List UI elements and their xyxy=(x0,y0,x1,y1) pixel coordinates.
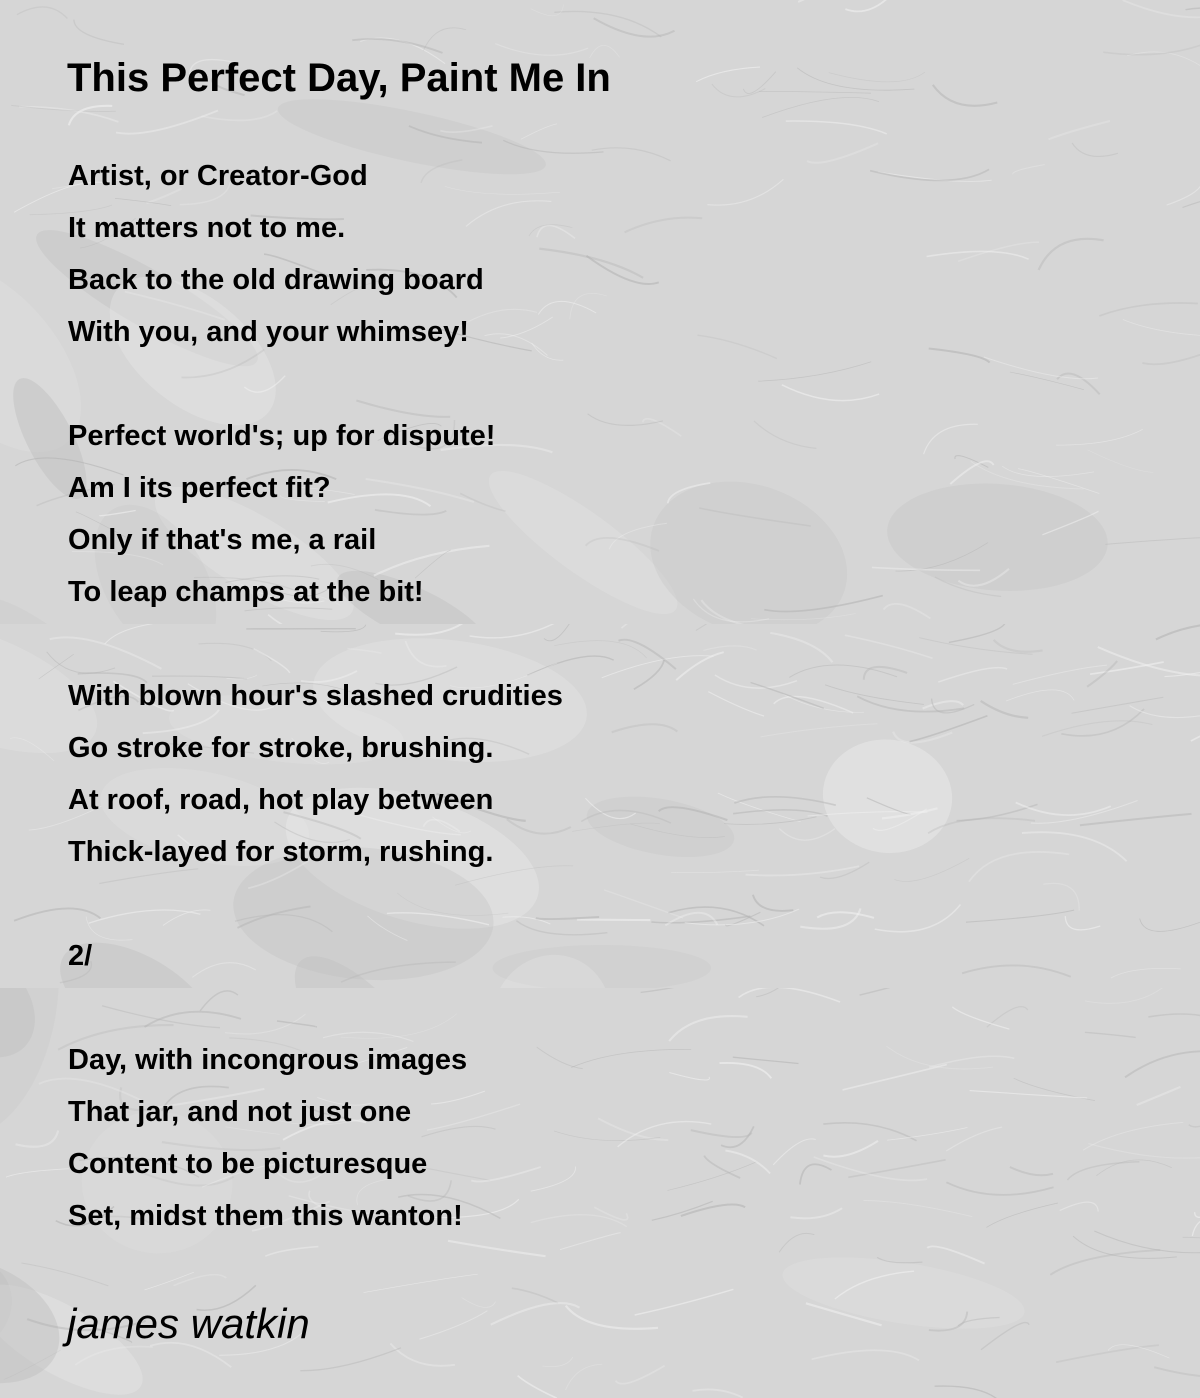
poem-title: This Perfect Day, Paint Me In xyxy=(67,56,611,100)
poem-line xyxy=(68,358,1168,410)
poem-line xyxy=(68,878,1168,930)
poem-line: With you, and your whimsey! xyxy=(68,316,469,348)
poem-line: Day, with incongrous images xyxy=(68,1044,468,1076)
poem-line: Am I its perfect fit? xyxy=(68,472,331,504)
poem-line: Go stroke for stroke, brushing. xyxy=(68,732,494,764)
poem-line: It matters not to me. xyxy=(68,212,346,244)
poem-line: That jar, and not just one xyxy=(68,1096,412,1128)
poem-line: Content to be picturesque xyxy=(68,1148,428,1180)
poem-line: Artist, or Creator-God xyxy=(68,160,368,192)
poem-line xyxy=(68,982,1168,1034)
poem-line: Perfect world's; up for dispute! xyxy=(68,420,496,452)
poem-line: Only if that's me, a rail xyxy=(68,524,377,556)
poem-author: james watkin xyxy=(67,1300,310,1347)
poem-line: 2/ xyxy=(68,940,93,972)
poem-line xyxy=(68,618,1168,670)
poem-line: At roof, road, hot play between xyxy=(68,784,494,816)
poem-line: Thick-layed for storm, rushing. xyxy=(68,836,494,868)
poem-line: To leap champs at the bit! xyxy=(68,576,424,608)
poem-body xyxy=(68,150,1168,1242)
poem-line: With blown hour's slashed crudities xyxy=(68,680,563,712)
poem-line: Set, midst them this wanton! xyxy=(68,1200,463,1232)
poem-line: Back to the old drawing board xyxy=(68,264,484,296)
